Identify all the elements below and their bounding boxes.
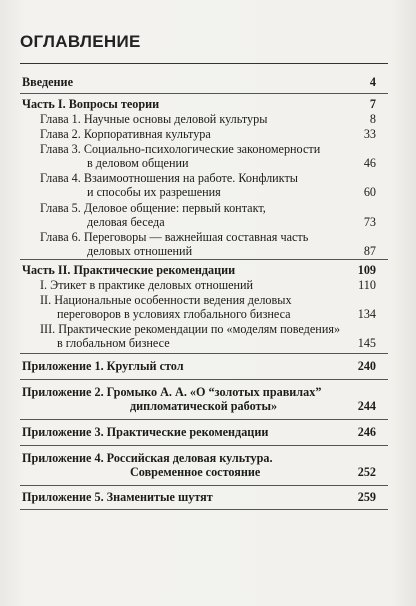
- toc-appendix-page: 240: [357, 359, 376, 373]
- toc-chapter-line: Глава 1. Научные основы деловой культуры: [40, 112, 268, 126]
- toc-section-line: в глобальном бизнесе: [57, 336, 170, 350]
- toc-chapter-line: и способы их разрешения: [87, 185, 221, 199]
- toc-entry-label: Часть II. Практические рекомендации: [22, 263, 236, 277]
- toc-appendix-page: 244: [357, 399, 376, 413]
- toc-appendix-line: Современное состояние: [130, 465, 261, 479]
- toc-chapter-line: Глава 4. Взаимоотношения на работе. Конфликты: [40, 171, 298, 185]
- toc-section-line: II. Национальные особенности ведения деловых: [40, 293, 292, 307]
- page-title: ОГЛАВЛЕНИЕ: [20, 32, 141, 51]
- toc-chapter-line: в деловом общении: [87, 156, 189, 170]
- section-rule: [20, 379, 388, 380]
- toc-appendix-line: дипломатической работы»: [130, 399, 278, 413]
- toc-entry-page: 109: [357, 263, 376, 277]
- toc-appendix-page: 259: [357, 490, 376, 504]
- toc-chapter-page: 8: [369, 112, 376, 126]
- toc-chapter-line: деловая беседа: [87, 215, 165, 229]
- section-rule: [20, 259, 388, 260]
- section-rule: [20, 419, 388, 420]
- section-rule: [20, 485, 388, 486]
- toc-appendix-line: Приложение 1. Круглый стол: [22, 359, 184, 373]
- toc-entry-page: 7: [369, 97, 376, 111]
- toc-section-page: 145: [357, 336, 376, 350]
- toc-chapter-line: Глава 3. Социально-психологические закономерности: [40, 142, 321, 156]
- toc-chapter-line: Глава 5. Деловое общение: первый контакт,: [40, 201, 266, 215]
- toc-chapter-page: 46: [363, 156, 376, 170]
- toc-chapter-page: 73: [363, 215, 376, 229]
- title-rule: [20, 63, 388, 64]
- toc-chapter-page: 33: [363, 127, 376, 141]
- toc-appendix-page: 246: [357, 425, 376, 439]
- toc-chapter-line: Глава 6. Переговоры — важнейшая составная часть: [40, 230, 309, 244]
- toc-section-line: III. Практические рекомендации по «моделям поведения»: [40, 322, 341, 336]
- toc-entry-page: 4: [369, 75, 376, 89]
- section-rule: [20, 445, 388, 446]
- toc-appendix-line: Приложение 2. Громыко А. А. «О “золотых правилах”: [22, 385, 322, 399]
- toc-section-line: I. Этикет в практике деловых отношений: [40, 278, 254, 292]
- toc-entry-label: Введение: [22, 75, 73, 89]
- toc-appendix-page: 252: [357, 465, 376, 479]
- toc-chapter-line: деловых отношений: [87, 244, 193, 258]
- toc-chapter-line: Глава 2. Корпоративная культура: [40, 127, 211, 141]
- toc-section-page: 134: [357, 307, 376, 321]
- toc-appendix-line: Приложение 5. Знаменитые шутят: [22, 490, 213, 504]
- section-rule: [20, 93, 388, 94]
- toc-appendix-line: Приложение 4. Российская деловая культура.: [22, 451, 273, 465]
- toc-section-page: 110: [358, 278, 376, 292]
- toc-chapter-page: 60: [363, 185, 376, 199]
- toc-section-line: переговоров в условиях глобального бизнеса: [57, 307, 291, 321]
- section-rule: [20, 509, 388, 510]
- toc-appendix-line: Приложение 3. Практические рекомендации: [22, 425, 269, 439]
- section-rule: [20, 353, 388, 354]
- toc-chapter-page: 87: [363, 244, 376, 258]
- toc-entry-label: Часть I. Вопросы теории: [22, 97, 160, 111]
